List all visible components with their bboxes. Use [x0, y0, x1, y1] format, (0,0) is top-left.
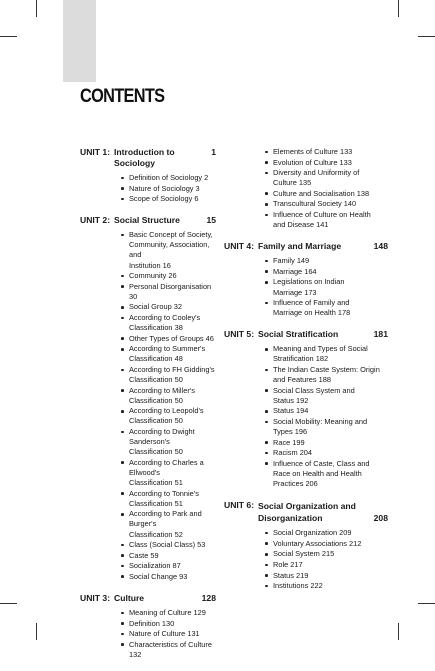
- topic-item: Other Types of Groups 46: [120, 334, 216, 344]
- unit-block: [80, 147, 216, 204]
- contents-left-column: [80, 147, 216, 671]
- unit-page-number: 1: [211, 147, 216, 157]
- unit-page-number: 148: [373, 241, 388, 252]
- topic-item: Influence of Culture on Health and Disease 141: [264, 210, 388, 230]
- unit-block: [80, 215, 216, 582]
- topic-item: Transcultural Society 140: [264, 199, 388, 209]
- unit-page-number: 181: [373, 329, 388, 340]
- topic-item: According to Tonnie's Classification 51: [120, 489, 216, 509]
- unit-title: Culture: [114, 592, 145, 603]
- topic-item: Social Group 32: [120, 302, 216, 312]
- topic-item: Definition of Sociology 2: [120, 173, 216, 183]
- topic-item: The Indian Caste System: Origin and Features 188: [264, 365, 388, 385]
- topic-list: [224, 256, 388, 318]
- unit-number: UNIT 5:: [224, 329, 255, 340]
- topic-item: According to Summer's Classification 48: [120, 344, 216, 364]
- topic-list: [224, 147, 388, 230]
- crop-mark: [398, 623, 399, 640]
- page-title: CONTENTS: [80, 86, 165, 107]
- topic-item: Social Class System and Status 192: [264, 386, 388, 406]
- topic-item: Class (Social Class) 53: [120, 540, 216, 550]
- crop-mark: [0, 603, 17, 604]
- topic-item: Influence of Caste, Class and Race on Health and Health Practices 206: [264, 459, 388, 489]
- topic-item: Personal Disorganisation 30: [120, 282, 216, 302]
- topic-item: According to Miller's Classification 50: [120, 386, 216, 406]
- unit-heading: [224, 329, 388, 340]
- topic-item: Community 26: [120, 271, 216, 281]
- topic-item: Characteristics of Culture 132: [120, 640, 216, 660]
- topic-item: Social System 215: [264, 549, 388, 559]
- topic-item: Basic Concept of Society, Community, Association, and Institution 16: [120, 230, 216, 270]
- unit-heading: [80, 215, 216, 226]
- unit-block: [224, 500, 388, 591]
- contents-right-column: [224, 147, 388, 602]
- unit-heading: [224, 500, 388, 524]
- topic-item: Caste 59: [120, 551, 216, 561]
- unit-continuation: [224, 147, 388, 230]
- topic-list: [80, 173, 216, 204]
- unit-title: Social Organization and Disorganization: [258, 501, 356, 524]
- topic-item: Socialization 87: [120, 561, 216, 571]
- topic-item: Meaning of Culture 129: [120, 608, 216, 618]
- topic-item: According to FH Gidding's Classification 50: [120, 365, 216, 385]
- topic-item: According to Leopold's Classification 50: [120, 406, 216, 426]
- crop-mark: [36, 623, 37, 640]
- topic-item: Definition 130: [120, 619, 216, 629]
- unit-number: UNIT 6:: [224, 500, 255, 511]
- unit-heading: [80, 593, 216, 604]
- crop-mark: [0, 36, 17, 37]
- topic-list: [224, 344, 388, 489]
- header-tab-decoration: [63, 0, 96, 82]
- unit-title: Social Structure: [114, 215, 180, 226]
- topic-item: Racism 204: [264, 448, 388, 458]
- topic-item: Nature of Culture 131: [120, 629, 216, 639]
- unit-heading: [224, 241, 388, 252]
- unit-title: Social Stratification: [258, 329, 339, 340]
- unit-number: UNIT 1:: [80, 147, 111, 157]
- topic-item: Scope of Sociology 6: [120, 194, 216, 204]
- unit-number: UNIT 4:: [224, 241, 255, 252]
- unit-block: [224, 241, 388, 318]
- topic-item: Status 219: [264, 571, 388, 581]
- topic-item: Culture and Socialisation 138: [264, 189, 388, 199]
- topic-item: Social Change 93: [120, 572, 216, 582]
- unit-page-number: 15: [206, 215, 216, 226]
- unit-block: [224, 329, 388, 489]
- unit-page-number: 128: [201, 592, 216, 603]
- topic-item: Influence of Family and Marriage on Health 178: [264, 298, 388, 318]
- topic-item: Role 217: [264, 560, 388, 570]
- topic-item: Social Mobility: Meaning and Types 196: [264, 417, 388, 437]
- unit-heading: [80, 147, 216, 169]
- topic-list: [80, 608, 216, 660]
- unit-block: [80, 593, 216, 660]
- topic-item: Voluntary Associations 212: [264, 539, 388, 549]
- topic-item: Social Organization 209: [264, 528, 388, 538]
- unit-title: Introduction to Sociology: [114, 147, 175, 168]
- crop-mark: [418, 603, 435, 604]
- crop-mark: [36, 0, 37, 17]
- topic-item: Institutions 222: [264, 581, 388, 591]
- unit-title: Family and Marriage: [258, 241, 342, 252]
- topic-item: Legislations on Indian Marriage 173: [264, 277, 388, 297]
- topic-item: Marriage 164: [264, 267, 388, 277]
- topic-list: [80, 230, 216, 582]
- topic-item: Status 194: [264, 406, 388, 416]
- topic-item: According to Park and Burger's Classification 52: [120, 509, 216, 539]
- unit-page-number: 208: [373, 513, 388, 524]
- topic-item: According to Dwight Sanderson's Classification 50: [120, 427, 216, 457]
- topic-item: Meaning and Types of Social Stratification 182: [264, 344, 388, 364]
- topic-item: Diversity and Uniformity of Culture 135: [264, 168, 388, 188]
- topic-item: According to Charles a Ellwood's Classification 51: [120, 458, 216, 488]
- topic-item: Race 199: [264, 438, 388, 448]
- topic-list: [224, 528, 388, 591]
- topic-item: Nature of Sociology 3: [120, 184, 216, 194]
- crop-mark: [398, 0, 399, 17]
- unit-number: UNIT 2:: [80, 215, 111, 226]
- unit-number: UNIT 3:: [80, 592, 111, 603]
- topic-item: Elements of Culture 133: [264, 147, 388, 157]
- topic-item: Family 149: [264, 256, 388, 266]
- topic-item: Evolution of Culture 133: [264, 158, 388, 168]
- topic-item: According to Cooley's Classification 38: [120, 313, 216, 333]
- crop-mark: [418, 36, 435, 37]
